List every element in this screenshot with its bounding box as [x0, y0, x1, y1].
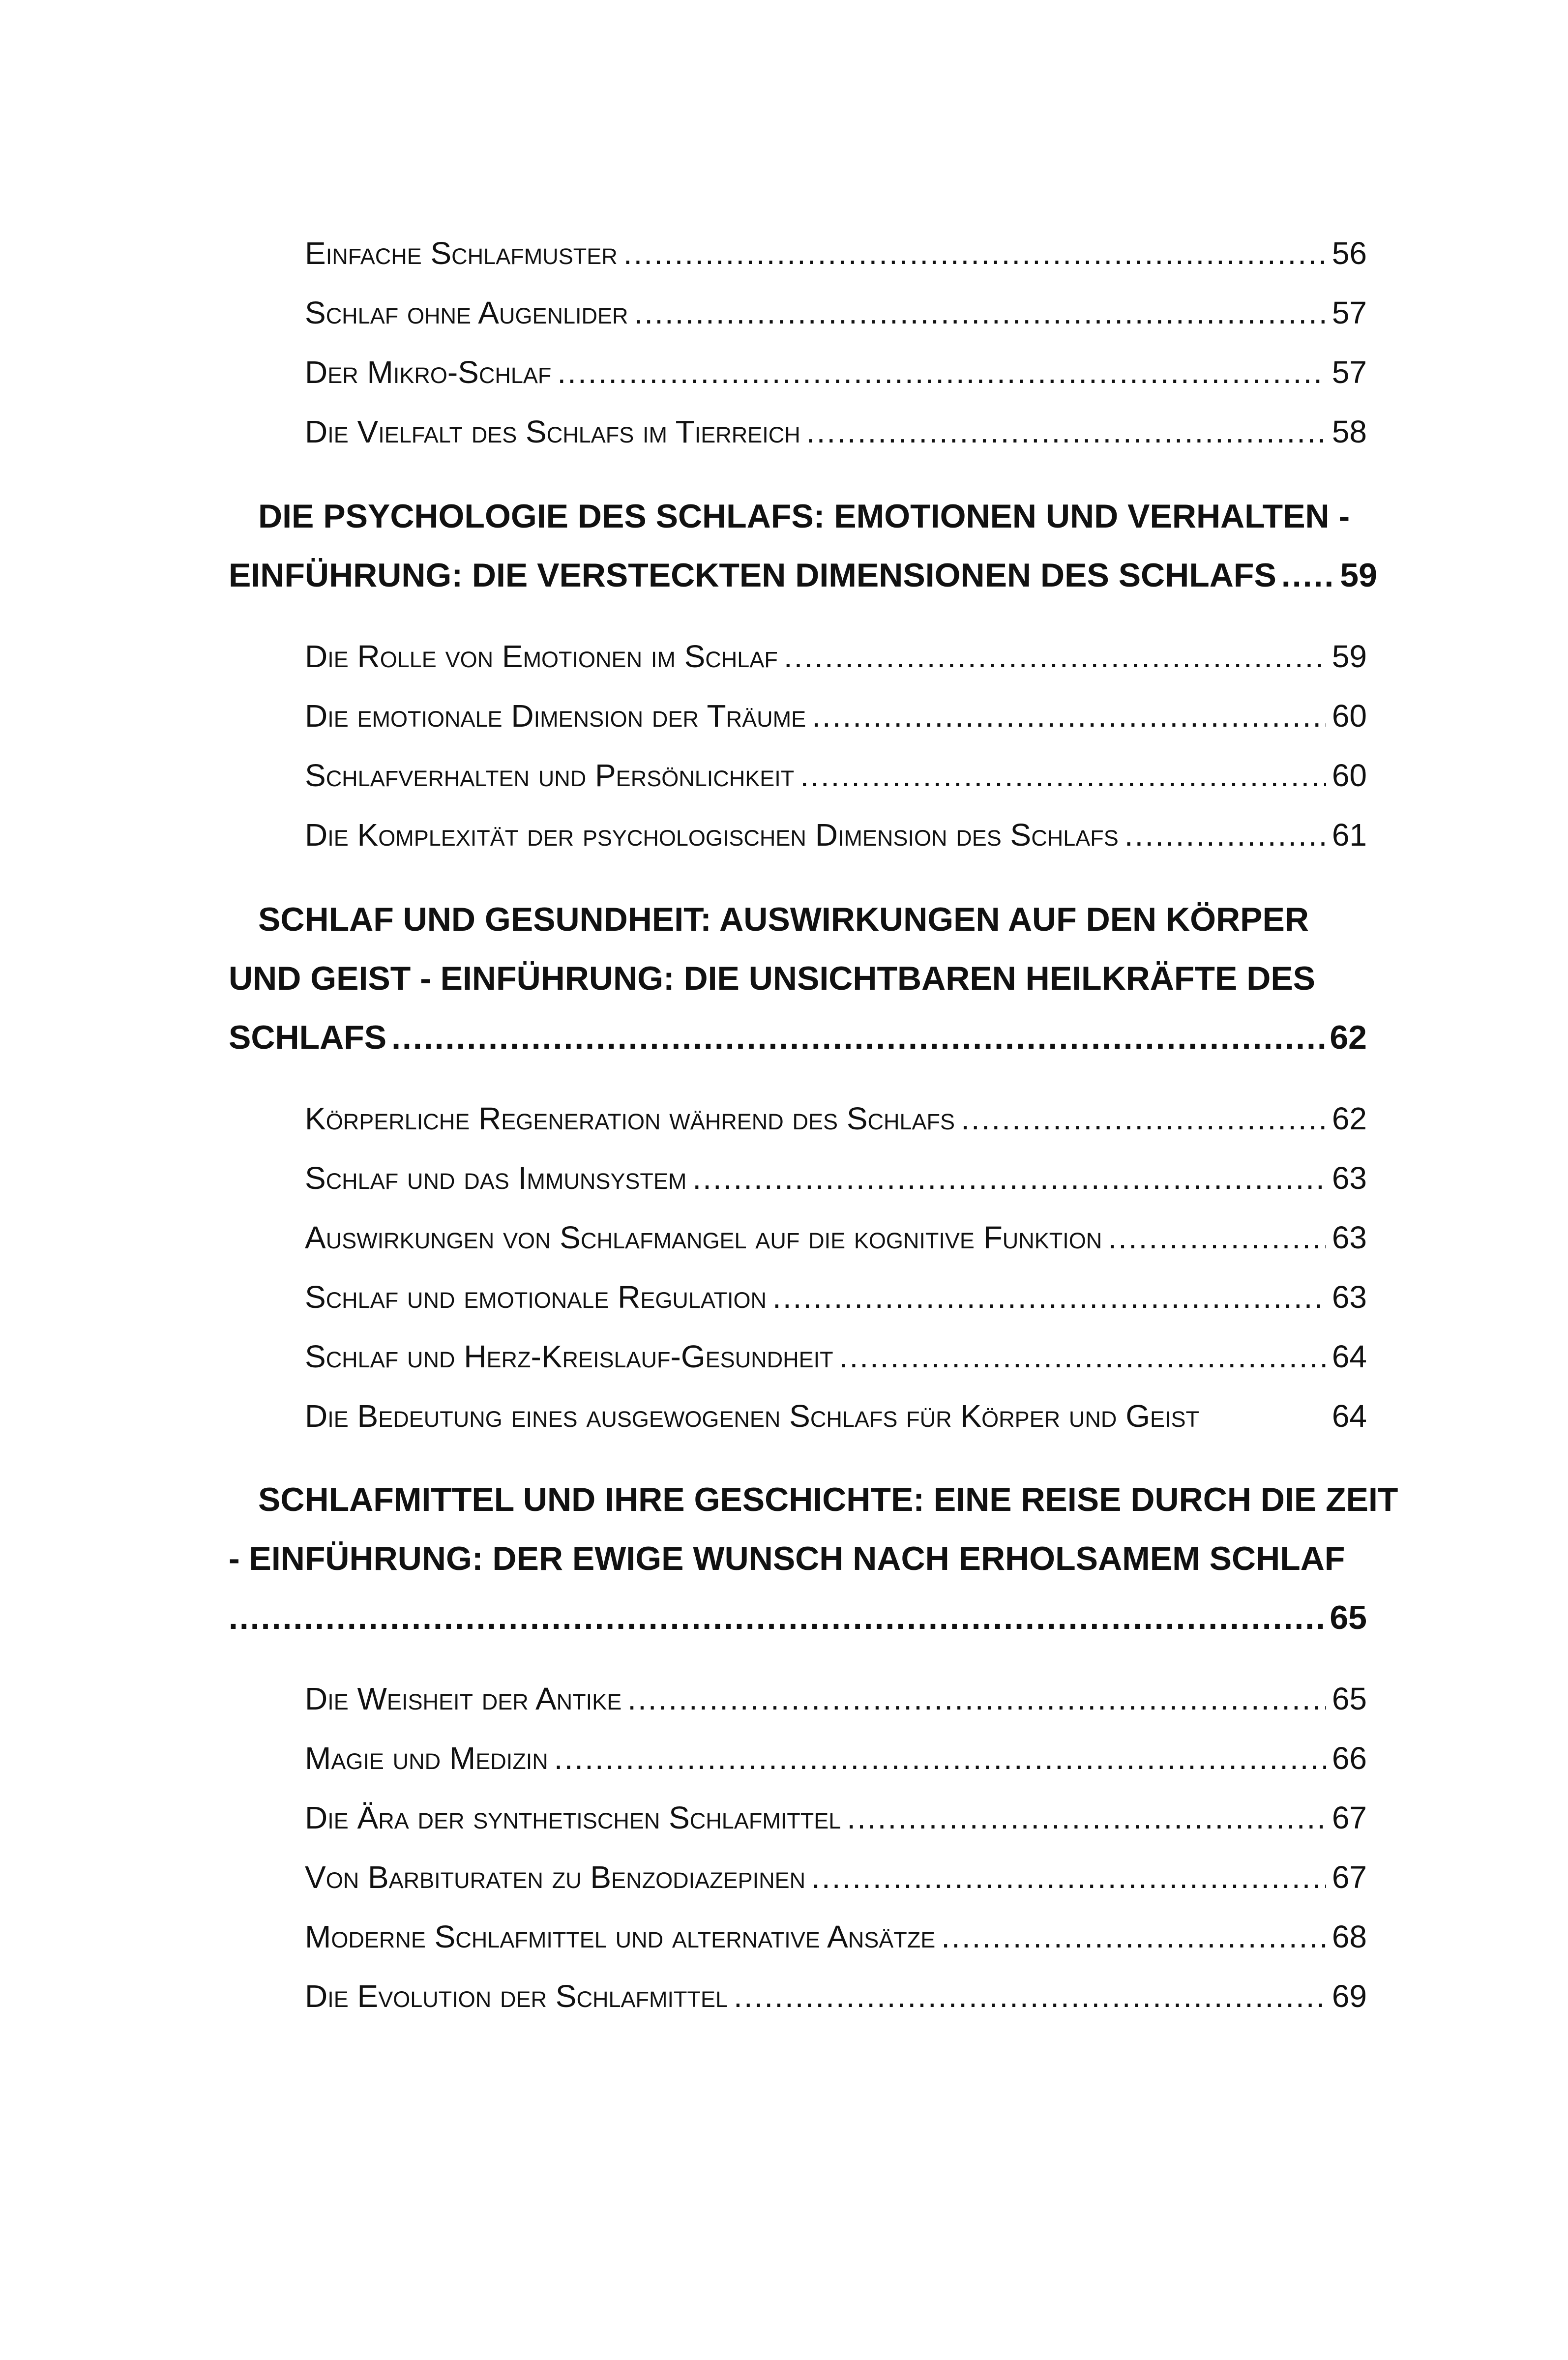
toc-entry[interactable] — [305, 1796, 1367, 1840]
chapter-title-line: EINFÜHRUNG: DIE VERSTECKTEN DIMENSIONEN DES SCHLAFS — [229, 557, 1276, 594]
toc-entry-title: Die emotionale Dimension der Träume — [305, 698, 806, 734]
chapter-title-line: SCHLAFS — [229, 1019, 387, 1056]
dot-leader — [1281, 546, 1335, 605]
toc-entry-title: Auswirkungen von Schlafmangel auf die kognitive Funktion — [305, 1220, 1102, 1255]
toc-entry[interactable] — [305, 1915, 1367, 1959]
toc-entry-title: Die Bedeutung eines ausgewogenen Schlafs für Körper und Geist — [305, 1398, 1199, 1434]
toc-entry-title: Die Komplexität der psychologischen Dimension des Schlafs — [305, 817, 1119, 853]
toc-entry-page: 59 — [1331, 639, 1367, 674]
toc-entry[interactable] — [305, 1677, 1367, 1721]
toc-entry-title: Moderne Schlafmittel und alternative Ansätze — [305, 1919, 936, 1954]
toc-entry-title: Die Ära der synthetischen Schlafmittel — [305, 1800, 841, 1835]
dot-leader — [941, 1915, 1326, 1959]
toc-entry[interactable] — [305, 350, 1367, 394]
toc-entry-page: 63 — [1331, 1160, 1367, 1196]
toc-entry[interactable] — [305, 1394, 1367, 1438]
toc-entry-title: Schlaf ohne Augenlider — [305, 295, 628, 330]
toc-entry[interactable] — [305, 410, 1367, 454]
toc-entry[interactable] — [305, 1334, 1367, 1379]
dot-leader — [734, 1974, 1326, 2018]
dot-leader — [554, 1736, 1326, 1780]
chapter-title-line: UND GEIST - EINFÜHRUNG: DIE UNSICHTBAREN HEILKRÄFTE DES — [229, 960, 1316, 997]
chapter-title-line: SCHLAF UND GESUNDHEIT: AUSWIRKUNGEN AUF DEN KÖRPER — [258, 901, 1309, 938]
dot-leader — [811, 1855, 1326, 1899]
toc-entry[interactable] — [305, 231, 1367, 275]
toc-entry-page: 66 — [1331, 1740, 1367, 1776]
toc-entry[interactable] — [305, 1275, 1367, 1319]
toc-entry-page: 64 — [1331, 1339, 1367, 1374]
toc-entry-title: Magie und Medizin — [305, 1740, 548, 1776]
toc-entry-title: Schlaf und Herz-Kreislauf-Gesundheit — [305, 1339, 833, 1374]
dot-leader — [634, 291, 1326, 335]
toc-chapter-heading[interactable] — [229, 890, 1367, 1067]
toc-entry[interactable] — [305, 1215, 1367, 1260]
toc-entry-page: 67 — [1331, 1859, 1367, 1895]
chapter-title-line: SCHLAFMITTEL UND IHRE GESCHICHTE: EINE REISE DURCH DIE ZEIT — [258, 1481, 1398, 1518]
toc-entry-title: Die Evolution der Schlafmittel — [305, 1978, 728, 2014]
toc-entry-page: 57 — [1331, 354, 1367, 390]
dot-leader — [806, 410, 1326, 454]
toc-entry[interactable] — [305, 1156, 1367, 1200]
toc-entry-page: 62 — [1331, 1101, 1367, 1136]
toc-entry[interactable] — [305, 753, 1367, 797]
toc-entry-page: 65 — [1331, 1681, 1367, 1716]
toc-entry[interactable] — [305, 1974, 1367, 2018]
chapter-page: 62 — [1330, 1019, 1367, 1056]
toc-entry[interactable] — [305, 694, 1367, 738]
dot-leader — [784, 634, 1326, 678]
toc-entry-page: 57 — [1331, 295, 1367, 330]
toc-entry[interactable] — [305, 634, 1367, 678]
toc-entry-title: Einfache Schlafmuster — [305, 236, 618, 271]
toc-entry-page: 68 — [1331, 1919, 1367, 1954]
chapter-title-line: DIE PSYCHOLOGIE DES SCHLAFS: EMOTIONEN UND VERHALTEN - — [258, 498, 1350, 535]
toc-entry-page: 63 — [1331, 1220, 1367, 1255]
dot-leader — [1108, 1215, 1326, 1260]
toc-entry-page: 60 — [1331, 758, 1367, 793]
toc-entry-page: 63 — [1331, 1279, 1367, 1315]
toc-entry-page: 56 — [1331, 236, 1367, 271]
toc-chapter-heading[interactable] — [229, 487, 1377, 605]
toc-chapter-heading[interactable] — [229, 1470, 1398, 1647]
toc-entry-page: 61 — [1331, 817, 1367, 853]
chapter-page: 65 — [1330, 1599, 1367, 1636]
toc-entry[interactable] — [305, 1736, 1367, 1780]
toc-entry-title: Der Mikro-Schlaf — [305, 354, 552, 390]
toc-entry-page: 67 — [1331, 1800, 1367, 1835]
toc-entry-page: 64 — [1331, 1398, 1367, 1434]
toc-entry-page: 69 — [1331, 1978, 1367, 2014]
toc-entry-title: Die Rolle von Emotionen im Schlaf — [305, 639, 778, 674]
dot-leader — [961, 1096, 1326, 1141]
dot-leader — [812, 694, 1326, 738]
dot-leader — [847, 1796, 1326, 1840]
dot-leader — [800, 753, 1326, 797]
toc-entry-title: Die Vielfalt des Schlafs im Tierreich — [305, 414, 800, 449]
chapter-title-line: - EINFÜHRUNG: DER EWIGE WUNSCH NACH ERHOLSAMEM SCHLAF — [229, 1540, 1345, 1577]
dot-leader — [839, 1334, 1326, 1379]
dot-leader — [772, 1275, 1326, 1319]
dot-leader — [627, 1677, 1326, 1721]
toc-entry-page: 60 — [1331, 698, 1367, 734]
toc-entry-title: Die Weisheit der Antike — [305, 1681, 622, 1716]
toc-entry-title: Körperliche Regeneration während des Schlafs — [305, 1101, 955, 1136]
dot-leader — [557, 350, 1326, 394]
dot-leader — [692, 1156, 1326, 1200]
toc-entry[interactable] — [305, 291, 1367, 335]
toc-entry-title: Schlaf und emotionale Regulation — [305, 1279, 767, 1315]
toc-entry-title: Von Barbituraten zu Benzodiazepinen — [305, 1859, 806, 1895]
toc-entry-page: 58 — [1331, 414, 1367, 449]
toc-entry[interactable] — [305, 813, 1367, 857]
toc-entry[interactable] — [305, 1096, 1367, 1141]
chapter-page: 59 — [1340, 557, 1377, 594]
dot-leader — [391, 1008, 1325, 1067]
toc-entry-title: Schlaf und das Immunsystem — [305, 1160, 687, 1196]
toc-entry[interactable] — [305, 1855, 1367, 1899]
toc-entry-title: Schlafverhalten und Persönlichkeit — [305, 758, 795, 793]
dot-leader — [1124, 813, 1326, 857]
dot-leader — [229, 1588, 1325, 1647]
dot-leader — [623, 231, 1326, 275]
